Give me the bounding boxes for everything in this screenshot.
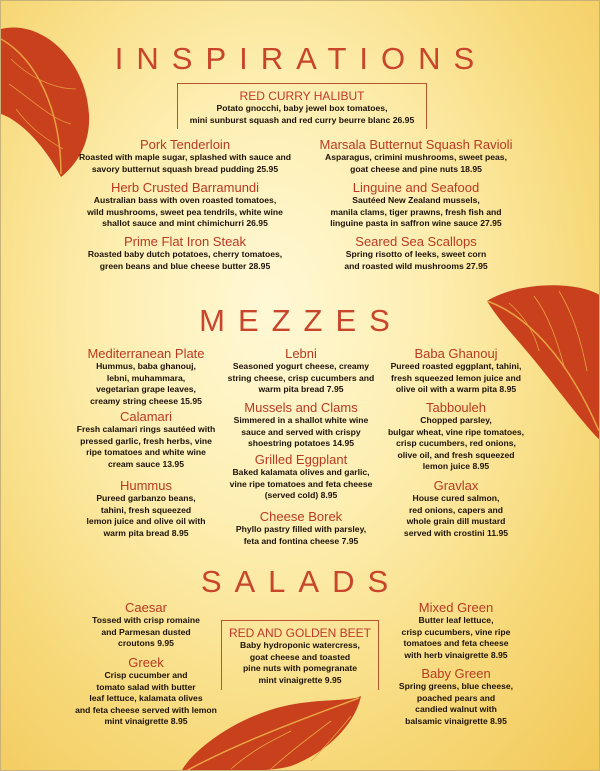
menu-item [71,600,221,650]
item-name: Caesar [125,600,167,615]
menu-item [223,346,379,396]
section-title-inspirations: INSPIRATIONS [114,41,488,76]
item-name: Mixed Green [418,600,494,615]
item-name: Grilled Eggplant [254,452,348,467]
item-name: Mussels and Clams [244,400,358,415]
menu-item [381,478,531,539]
item-description: Roasted baby dutch potatoes, cherry tomatoes, green beans and blue cheese butter 28.95 [87,249,283,271]
item-description: Roasted with maple sugar, splashed with sauce and savory butternut squash bread pudding 25.95 [78,152,292,174]
item-description: Baby hydroponic watercress, goat cheese and toasted pine nuts with pomegranate mint vinaigrette 9.95 [240,640,360,685]
menu-item [71,346,221,407]
menu-item [71,137,299,175]
item-name: Marsala Butternut Squash Ravioli [319,137,513,152]
featured-item-salads [221,620,379,690]
item-description: Spring risotto of leeks, sweet corn and roasted wild mushrooms 27.95 [344,249,488,271]
item-description: Sautéed New Zealand mussels, manila clams, tiger prawns, fresh fish and linguine pasta in saffron wine sauce 27.95 [330,195,502,228]
item-name: Hummus [119,478,172,493]
item-description: Pureed garbanzo beans, tahini, fresh squeezed lemon juice and olive oil with warm pita bread 8.95 [86,493,206,538]
item-description: Spring greens, blue cheese, poached pears and candied walnut with balsamic vinaigrette 8.95 [398,681,514,726]
menu-item [301,180,531,230]
item-description: Chopped parsley, bulgar wheat, vine ripe tomatoes, crisp cucumbers, red onions, olive oil, and fresh squeezed lemon juice 8.95 [387,415,525,471]
item-name: Pork Tenderloin [139,137,231,152]
featured-item-inspirations [177,83,427,129]
menu-item [381,346,531,396]
item-name: Cheese Borek [259,509,343,524]
menu-item [71,234,299,272]
menu-item [223,400,379,450]
menu-item [223,452,379,502]
item-name: Gravlax [433,478,479,493]
menu-item [301,234,531,272]
menu-item [381,400,531,473]
item-description: Asparagus, crimini mushrooms, sweet peas, goat cheese and pine nuts 18.95 [325,152,507,174]
item-description: Simmered in a shallot white wine sauce and served with crispy shoestring potatoes 14.95 [233,415,369,448]
item-name: Herb Crusted Barramundi [110,180,260,195]
item-description: Tossed with crisp romaine and Parmesan dusted croutons 9.95 [92,615,200,648]
item-name: RED AND GOLDEN BEET [228,626,372,640]
item-name: Tabbouleh [426,400,486,415]
item-description: Fresh calamari rings sautéed with pressed garlic, fresh herbs, vine ripe tomatoes and white wine cream sauce 13.95 [76,424,216,469]
item-name: Lebni [285,346,317,361]
section-title-salads: SALADS [200,564,402,599]
item-name: Baba Ghanouj [414,346,498,361]
item-description: Pureed roasted eggplant, tahini, fresh squeezed lemon juice and olive oil with a warm pita 8.95 [390,361,522,394]
item-name: RED CURRY HALIBUT [239,89,365,103]
item-description: Phyllo pastry filled with parsley, feta and fontina cheese 7.95 [235,524,367,546]
item-description: Hummus, baba ghanouj, lebni, muhammara, vegetarian grape leaves, creamy string cheese 15.95 [90,361,202,406]
menu-item [71,409,221,470]
menu-item [63,655,229,728]
item-name: Baby Green [421,666,491,681]
menu-item [223,509,379,547]
item-description: Crisp cucumber and tomato salad with butter leaf lettuce, kalamata olives and feta cheese served with lemon mint vinaigrette 8.95 [75,670,217,726]
item-name: Mediterranean Plate [87,346,205,361]
item-description: Australian bass with oven roasted tomatoes, wild mushrooms, sweet pea tendrils, white wine shallot sauce and mint chimichurri 26.95 [87,195,283,228]
menu-item [71,478,221,539]
item-name: Linguine and Seafood [352,180,480,195]
item-description: Butter leaf lettuce, crisp cucumbers, vine ripe tomatoes and feta cheese with herb vinaigrette 8.95 [401,615,511,660]
item-description: Seasoned yogurt cheese, creamy string cheese, crisp cucumbers and warm pita bread 7.95 [227,361,375,394]
item-description: Baked kalamata olives and garlic, vine ripe tomatoes and feta cheese (served cold) 8.95 [229,467,373,500]
menu-item [71,180,299,230]
item-description: House cured salmon, red onions, capers and whole grain dill mustard served with crostini 11.95 [403,493,509,538]
item-name: Calamari [119,409,172,424]
section-title-mezzes: MEZZES [199,303,403,338]
item-name: Prime Flat Iron Steak [123,234,247,249]
item-name: Greek [128,655,164,670]
item-description: Potato gnocchi, baby jewel box tomatoes, mini sunburst squash and red curry beurre blanc 26.95 [189,103,415,125]
menu-item [381,600,531,661]
menu-item [381,666,531,727]
menu-item [301,137,531,175]
item-name: Seared Sea Scallops [355,234,477,249]
